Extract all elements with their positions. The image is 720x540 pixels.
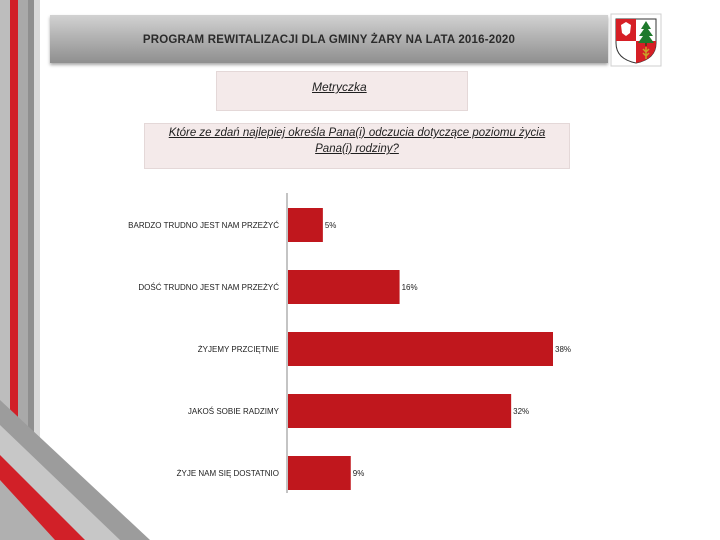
bar-5 (288, 456, 351, 490)
page-title: PROGRAM REWITALIZACJI DLA GMINY ŻARY NA LATA 2016-2020 (142, 34, 516, 46)
bar-2 (288, 270, 400, 304)
bar-group (128, 208, 571, 490)
value-label-2: 16% (401, 283, 418, 292)
value-label-4: 32% (513, 407, 530, 416)
section-title: Metryczka (312, 80, 367, 94)
category-label-4: JAKOŚ SOBIE RADZIMY (187, 407, 279, 416)
category-label-2: DOŚĆ TRUDNO JEST NAM PRZEŻYĆ (138, 283, 279, 292)
bar-4 (288, 394, 511, 428)
bar-3 (288, 332, 553, 366)
category-label-3: ŻYJEMY PRZCIĘTNIE (197, 345, 279, 354)
question-text: Które ze zdań najlepiej określa Pana(i) odczucia dotyczące poziomu życia Pana(i) rodziny? (168, 127, 546, 155)
category-label-5: ŻYJE NAM SIĘ DOSTATNIO (176, 469, 279, 478)
value-label-1: 5% (324, 221, 337, 230)
value-label-3: 38% (555, 345, 572, 354)
category-label-1: BARDZO TRUDNO JEST NAM PRZEŻYĆ (128, 221, 279, 230)
bar-1 (288, 208, 323, 242)
value-label-5: 9% (352, 469, 365, 478)
